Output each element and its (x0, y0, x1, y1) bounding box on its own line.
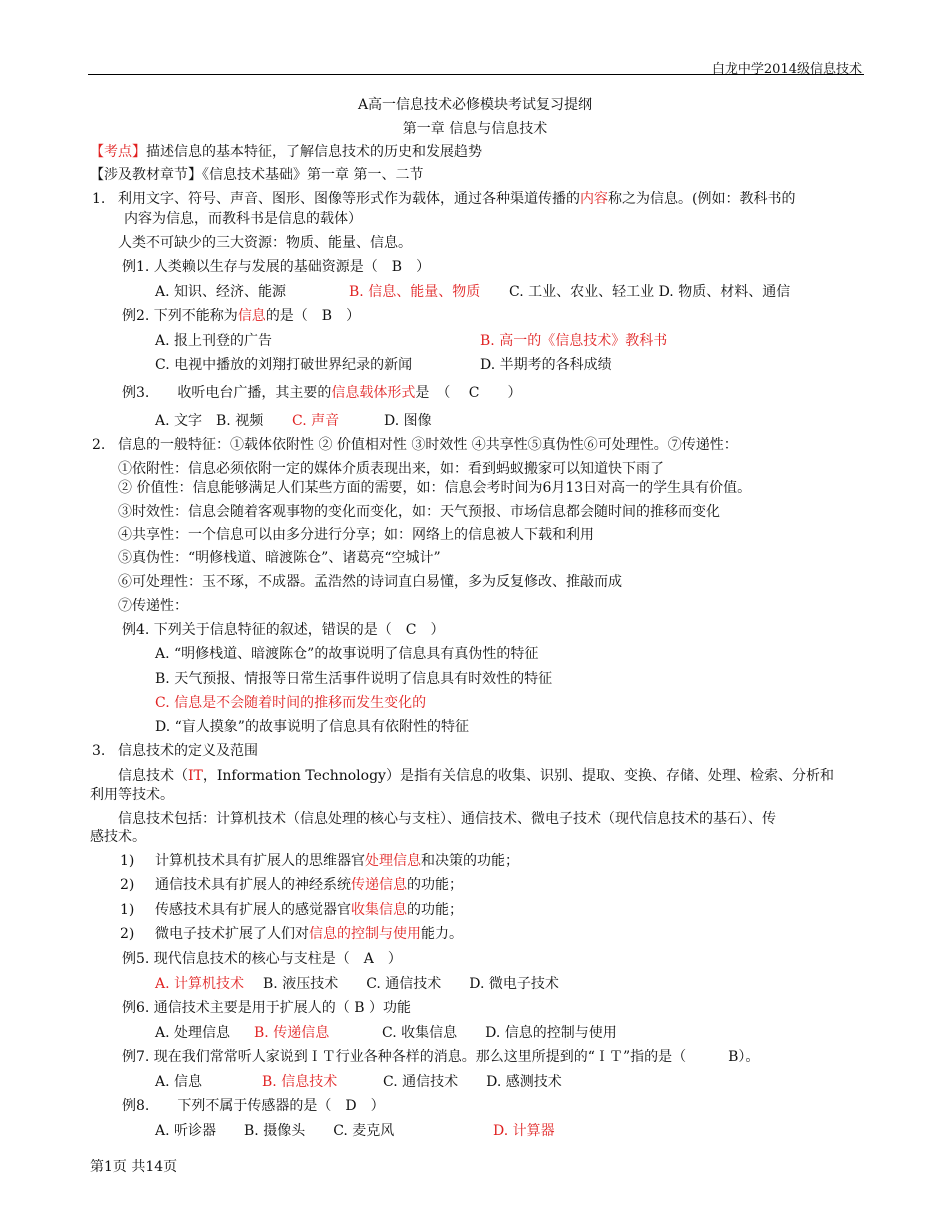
ex7-question: 例7. 现在我们常常听人家说到ＩＴ行业各种各样的消息。那么这里所提到的“ＩＴ”指的是（ B）。 (122, 1049, 760, 1065)
sec1-line1 (118, 190, 795, 208)
sec3-point-pre: 通信技术具有扩展人的神经系统 (155, 877, 351, 893)
sec3-definition-line2: 利用等技术。 (90, 787, 174, 803)
ex2-option-a: A. 报上刊登的广告 (155, 333, 273, 349)
ex8-option-d: D. 计算器 (493, 1123, 555, 1139)
sec3-point-red: 信息的控制与使用 (309, 926, 421, 942)
sec3-def-post: ，Information Technology）是指有关信息的收集、识别、提取、变换、存储、处理、检索、分析和 (202, 768, 834, 784)
sec3-point (155, 901, 463, 919)
sec3-point-number: 2) (120, 877, 135, 893)
ex1-option-cd: C. 工业、农业、轻工业 D. 物质、材料、通信 (509, 284, 791, 300)
ex5-question: 例5. 现代信息技术的核心与支柱是（ A ） (122, 951, 402, 967)
sec3-point-pre: 计算机技术具有扩展人的思维器官 (155, 853, 365, 869)
ex7-option-b: B. 信息技术 (262, 1074, 338, 1090)
sec3-point-post: 和决策的功能； (421, 853, 519, 869)
sec3-point-pre: 微电子技术扩展了人们对 (155, 926, 309, 942)
sec3-point-red: 传递信息 (351, 877, 407, 893)
page-header: 白龙中学2014级信息技术 (711, 62, 862, 77)
sec3-includes-line1: 信息技术包括：计算机技术（信息处理的核心与支柱）、通信技术、微电子技术（现代信息技术的基石）、传 (118, 811, 776, 827)
sec1-line1-red: 内容 (580, 191, 608, 207)
ex3-option-ab: A. 文字 B. 视频 (155, 413, 264, 429)
sec3-def-pre: 信息技术（ (118, 768, 188, 784)
ex1-option-a: A. 知识、经济、能源 (155, 284, 287, 300)
sec2-item: ⑦传递性： (118, 598, 188, 614)
chapter-title: 第一章 信息与信息技术 (402, 121, 548, 137)
ex6-option-a: A. 处理信息 (155, 1025, 231, 1041)
ex2-option-d: D. 半期考的各科成绩 (480, 357, 612, 373)
sec2-item: ①依附性：信息必须依附一定的媒体介质表现出来，如：看到蚂蚁搬家可以知道快下雨了 (118, 461, 664, 477)
ex2-option-c: C. 电视中播放的刘翔打破世界纪录的新闻 (155, 357, 413, 373)
sec3-title: 信息技术的定义及范围 (118, 743, 258, 759)
ex6-question: 例6. 通信技术主要是用于扩展人的（ B ）功能 (122, 1000, 411, 1016)
sec3-point-number: 1) (120, 853, 135, 869)
ex3-q-post: 是 （ C ） (415, 385, 522, 401)
ex8-question: 例8. 下列不属于传感器的是（ D ） (122, 1098, 385, 1114)
ex3-option-d: D. 图像 (384, 413, 432, 429)
ex4-option-b: B. 天气预报、情报等日常生活事件说明了信息具有时效性的特征 (155, 671, 553, 687)
ex4-option-d: D. “盲人摸象”的故事说明了信息具有依附性的特征 (155, 719, 469, 735)
ex2-q-pre: 例2. 下列不能称为 (122, 308, 238, 324)
ex7-option-rest: C. 通信技术 D. 感测技术 (383, 1074, 562, 1090)
sec3-point (155, 876, 463, 894)
header-rule (88, 74, 864, 75)
sec1-line1-pre: 利用文字、符号、声音、图形、图像等形式作为载体，通过各种渠道传播的 (118, 191, 580, 207)
sec3-point-pre: 传感技术具有扩展人的感觉器官 (155, 902, 351, 918)
kaodian-text: 描述信息的基本特征，了解信息技术的历史和发展趋势 (146, 144, 482, 160)
sec3-point-red: 处理信息 (365, 853, 421, 869)
ex4-option-c: C. 信息是不会随着时间的推移而发生变化的 (155, 695, 427, 711)
sec1-line2: 内容为信息，而教科书是信息的载体） (124, 211, 362, 227)
ex3-q-red: 信息载体形式 (331, 385, 416, 401)
ex3-q-pre: 例3. 收听电台广播，其主要的 (122, 385, 332, 401)
ex1-question: 例1. 人类赖以生存与发展的基础资源是（ B ） (122, 259, 431, 275)
page-footer: 第1页 共14页 (90, 1159, 178, 1175)
sec3-definition (118, 767, 834, 785)
sec2-item: ⑤真伪性：“明修栈道、暗渡陈仓”、诸葛亮“空城计” (118, 550, 441, 566)
sec3-number: 3. (92, 743, 106, 759)
sec3-point-post: 的功能； (407, 877, 463, 893)
sec2-number: 2. (92, 437, 106, 453)
ex5-option-rest: B. 液压技术 C. 通信技术 D. 微电子技术 (263, 976, 559, 992)
ex3-option-c: C. 声音 (292, 413, 340, 429)
document-title: A高一信息技术必修模块考试复习提纲 (357, 97, 593, 113)
sec3-point-number: 2) (120, 926, 135, 942)
sec1-line1-post: 称之为信息。(例如：教科书的 (608, 191, 796, 207)
sec3-includes-line2: 感技术。 (90, 829, 146, 845)
sec3-point-post: 能力。 (421, 926, 463, 942)
sec2-item: ④共享性：一个信息可以由多分进行分享；如：网络上的信息被人下载和利用 (118, 527, 594, 543)
kaodian-line (90, 143, 482, 161)
ex6-option-rest: C. 收集信息 D. 信息的控制与使用 (382, 1025, 617, 1041)
sec2-item: ③时效性：信息会随着客观事物的变化而变化，如：天气预报、市场信息都会随时间的推移而变化 (118, 504, 720, 520)
ex4-question: 例4. 下列关于信息特征的叙述，错误的是（ C ） (122, 622, 445, 638)
kaodian-tag: 【考点】 (90, 144, 146, 160)
ex2-option-b: B. 高一的《信息技术》教科书 (480, 333, 668, 349)
ex1-option-b: B. 信息、能量、物质 (349, 284, 481, 300)
ex3-question (122, 384, 522, 402)
ex8-option-abc: A. 听诊器 B. 摄像头 C. 麦克风 (155, 1123, 395, 1139)
ex2-q-post: 的是（ B ） (265, 308, 361, 324)
ex2-q-red: 信息 (237, 308, 266, 324)
ex6-option-b: B. 传递信息 (254, 1025, 330, 1041)
sec3-point-red: 收集信息 (351, 902, 407, 918)
sec1-number: 1. (92, 191, 106, 207)
textbook-line (90, 166, 423, 184)
textbook-text: 《信息技术基础》第一章 第一、二节 (202, 167, 424, 183)
textbook-tag: 【涉及教材章节】 (90, 167, 202, 183)
sec3-point-number: 1) (120, 902, 135, 918)
sec2-line: 信息的一般特征：①载体依附性 ② 价值相对性 ③时效性 ④共享性⑤真伪性⑥可处理性。⑦传递性： (118, 437, 738, 453)
sec3-point (155, 852, 519, 870)
sec3-point (155, 925, 463, 943)
sec3-point-post: 的功能； (407, 902, 463, 918)
ex4-option-a: A. “明修栈道、暗渡陈仓”的故事说明了信息具有真伪性的特征 (155, 646, 539, 662)
sec3-def-red: IT (188, 768, 203, 784)
ex7-option-a: A. 信息 (155, 1074, 203, 1090)
sec2-item: ② 价值性：信息能够满足人们某些方面的需要，如：信息会考时间为6月13日对高一的学生具有价值。 (118, 480, 752, 496)
sec1-line3: 人类不可缺少的三大资源：物质、能量、信息。 (118, 235, 412, 251)
ex2-question (122, 307, 360, 325)
ex5-option-a: A. 计算机技术 (155, 976, 245, 992)
sec2-item: ⑥可处理性：玉不琢，不成器。孟浩然的诗词直白易懂，多为反复修改、推敲而成 (118, 574, 622, 590)
